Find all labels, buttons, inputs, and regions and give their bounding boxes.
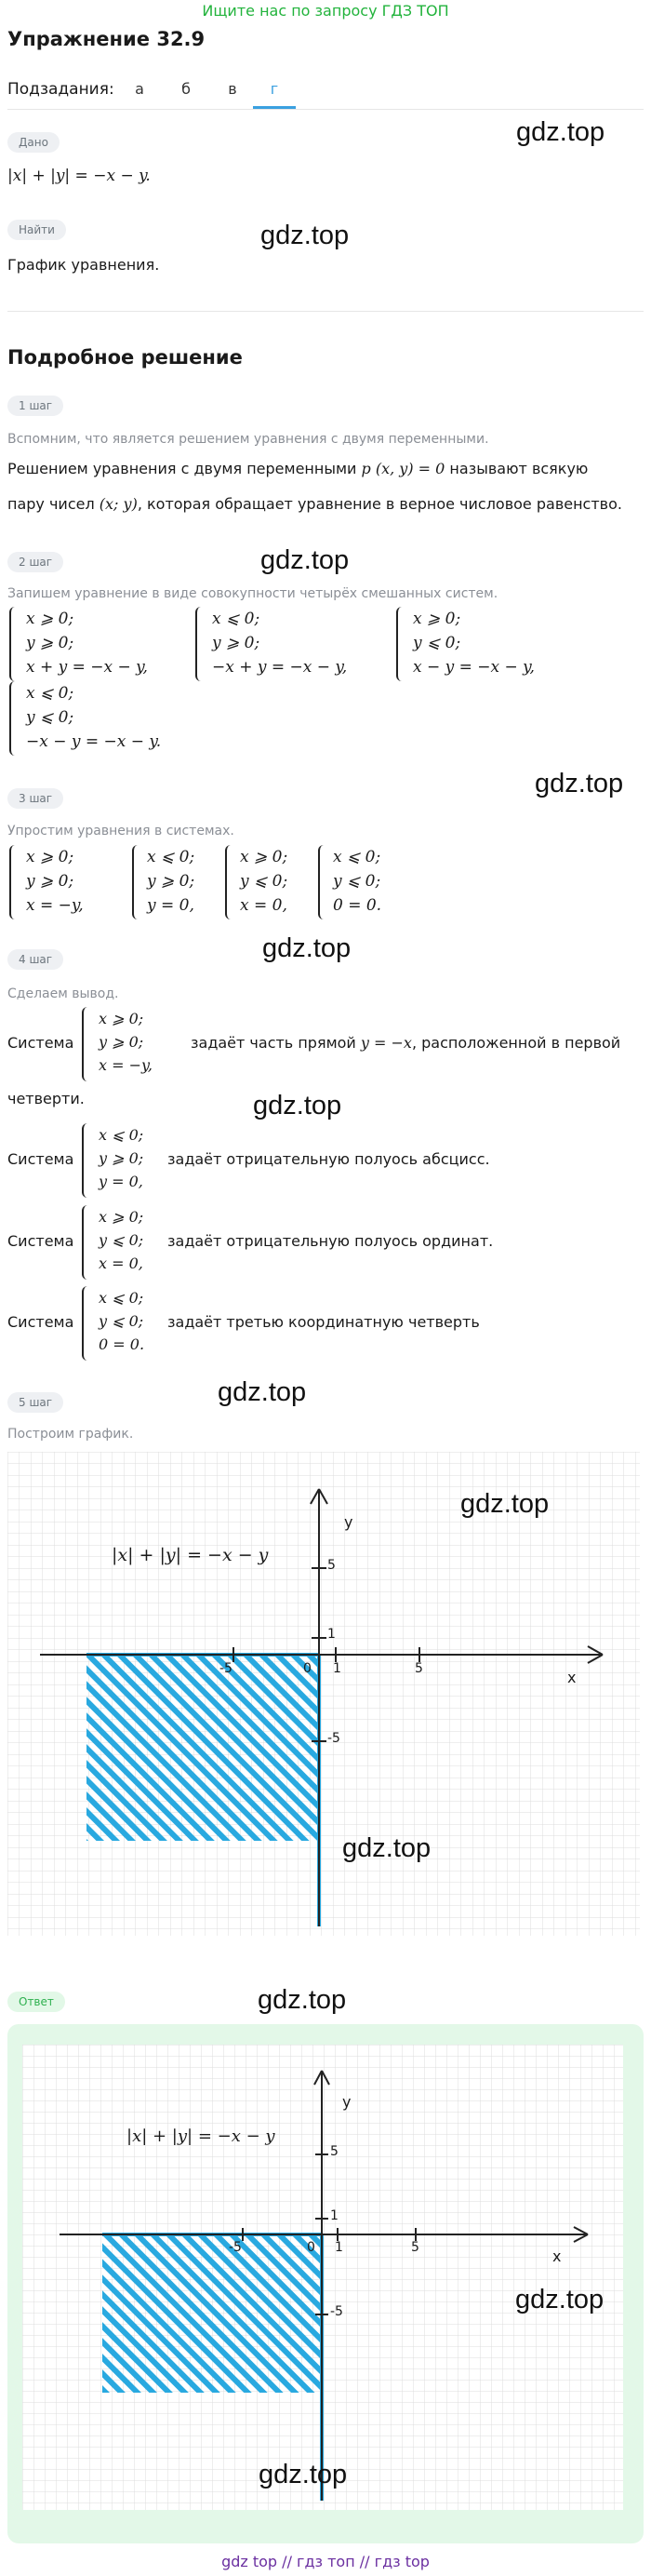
tick-label: 5 [415, 1661, 423, 1676]
step-2-hint: Запишем уравнение в виде совокупности четырёх смешанных систем. [7, 586, 498, 601]
brace [9, 845, 17, 919]
brace [396, 607, 404, 681]
given-equation: |x| + |y| = −x − y. [7, 167, 151, 185]
conclusion-text-1: задаёт часть прямой y = −x, расположенной в первой [191, 1034, 621, 1052]
watermark: gdz.top [259, 2460, 348, 2489]
step-4-pill: 4 шаг [7, 949, 63, 970]
tick-label: 1 [333, 1661, 341, 1676]
tick-label: -5 [219, 1661, 232, 1676]
brace [9, 681, 17, 756]
step-1-hint: Вспомним, что является решением уравнения с двумя переменными. [7, 432, 489, 447]
brace [82, 1205, 89, 1280]
watermark: gdz.top [258, 1985, 347, 2015]
tick-label: 1 [330, 2208, 339, 2223]
watermark: gdz.top [516, 117, 605, 147]
system-3: x ⩾ 0; y ⩽ 0; x − y = −x − y, [413, 610, 535, 677]
conclusion-text-2: задаёт отрицательную полуось абсцисс. [167, 1150, 490, 1168]
brace [318, 845, 326, 919]
step-2-pill: 2 шаг [7, 552, 63, 572]
given-pill: Дано [7, 132, 60, 153]
conclusion-system-3: x ⩾ 0; y ⩽ 0; x = 0, [99, 1208, 144, 1272]
system-1: x ⩾ 0; y ⩾ 0; x + y = −x − y, [26, 610, 148, 677]
system-4: x ⩽ 0; y ⩽ 0; −x − y = −x − y. [26, 684, 162, 751]
brace [9, 607, 17, 681]
step-3-pill: 3 шаг [7, 788, 63, 809]
conclusion-system-2: x ⩽ 0; y ⩾ 0; y = 0, [99, 1126, 144, 1190]
tick-label: 1 [335, 2240, 343, 2255]
graph-equation: |x| + |y| = −x − y [126, 2127, 275, 2146]
watermark: gdz.top [262, 933, 352, 963]
system-word: Система [7, 1034, 74, 1052]
footer-separator: // [282, 2553, 292, 2570]
step-5-hint: Построим график. [7, 1427, 134, 1442]
tick-label: 0 [303, 1661, 312, 1676]
system-2-simplified: x ⩽ 0; y ⩾ 0; y = 0, [147, 848, 195, 915]
watermark: gdz.top [460, 1489, 550, 1519]
watermark: gdz.top [535, 769, 624, 798]
watermark: gdz.top [515, 2285, 604, 2314]
step-1-line-2: пару чисел (x; y), которая обращает уравнение в верное числовое равенство. [7, 495, 622, 513]
system-word: Система [7, 1313, 74, 1331]
tick-label: 5 [330, 2144, 339, 2159]
brace [132, 845, 140, 919]
solution-graph [7, 1452, 640, 1936]
footer-separator: // [359, 2553, 370, 2570]
solution-title: Подробное решение [7, 346, 243, 369]
top-search-banner[interactable]: Ищите нас по запросу ГДЗ ТОП [202, 2, 449, 20]
tick-label: 5 [327, 1558, 336, 1573]
step-5-pill: 5 шаг [7, 1392, 63, 1413]
system-2: x ⩽ 0; y ⩾ 0; −x + y = −x − y, [212, 610, 348, 677]
watermark: gdz.top [260, 545, 350, 575]
subtasks-label: Подзадания: [7, 80, 114, 99]
tick-label: -5 [330, 2304, 343, 2319]
step-4-hint: Сделаем вывод. [7, 986, 119, 1001]
system-word: Система [7, 1150, 74, 1168]
footer-links [0, 2553, 651, 2570]
tick-label: -5 [229, 2240, 242, 2255]
find-text: График уравнения. [7, 256, 160, 274]
tick-label: -5 [327, 1731, 340, 1746]
divider [7, 109, 644, 110]
find-pill: Найти [7, 220, 66, 240]
divider [7, 311, 644, 312]
watermark: gdz.top [253, 1091, 342, 1120]
conclusion-text-1-cont: четверти. [7, 1090, 85, 1107]
answer-box [7, 2024, 644, 2543]
system-3-simplified: x ⩾ 0; y ⩽ 0; x = 0, [240, 848, 288, 915]
brace [195, 607, 203, 681]
step-3-hint: Упростим уравнения в системах. [7, 824, 234, 839]
footer-link[interactable]: гдз top [374, 2553, 430, 2570]
tick-label: 0 [307, 2240, 315, 2255]
tab-b[interactable]: б [181, 80, 191, 98]
watermark: gdz.top [342, 1833, 432, 1863]
conclusion-system-1: x ⩾ 0; y ⩾ 0; x = −y, [99, 1010, 153, 1074]
step-1-pill: 1 шаг [7, 396, 63, 416]
x-axis-label: x [567, 1669, 577, 1686]
brace [82, 1007, 89, 1081]
conclusion-text-4: задаёт третью координатную четверть [167, 1313, 480, 1331]
brace [82, 1123, 89, 1198]
answer-pill: Ответ [7, 1992, 65, 2012]
tab-a[interactable]: а [135, 80, 144, 98]
step-1-line-1: Решением уравнения с двумя переменными p (x, y) = 0 называют всякую [7, 460, 589, 477]
shaded-third-quadrant [86, 1655, 317, 1841]
conclusion-text-3: задаёт отрицательную полуось ординат. [167, 1232, 494, 1250]
y-axis-label: y [342, 2093, 352, 2111]
page-title: Упражнение 32.9 [7, 28, 206, 50]
tab-g[interactable]: г [270, 80, 279, 98]
system-1-simplified: x ⩾ 0; y ⩾ 0; x = −y, [26, 848, 84, 915]
tick-label: 5 [411, 2240, 419, 2255]
shaded-third-quadrant [102, 2234, 322, 2393]
graph-svg [22, 2045, 623, 2510]
brace [82, 1286, 89, 1361]
tab-v[interactable]: в [228, 80, 237, 98]
footer-link[interactable]: гдз топ [297, 2553, 355, 2570]
watermark: gdz.top [218, 1377, 307, 1407]
conclusion-system-4: x ⩽ 0; y ⩽ 0; 0 = 0. [99, 1289, 145, 1353]
x-axis-label: x [552, 2247, 562, 2265]
graph-equation: |x| + |y| = −x − y [112, 1545, 269, 1565]
system-word: Система [7, 1232, 74, 1250]
footer-link[interactable]: gdz top [221, 2553, 278, 2570]
graph-svg [7, 1452, 640, 1936]
tick-label: 1 [327, 1627, 336, 1642]
brace [225, 845, 232, 919]
system-4-simplified: x ⩽ 0; y ⩽ 0; 0 = 0. [333, 848, 382, 915]
answer-graph [22, 2045, 623, 2510]
y-axis-label: y [344, 1513, 353, 1531]
watermark: gdz.top [260, 221, 350, 250]
